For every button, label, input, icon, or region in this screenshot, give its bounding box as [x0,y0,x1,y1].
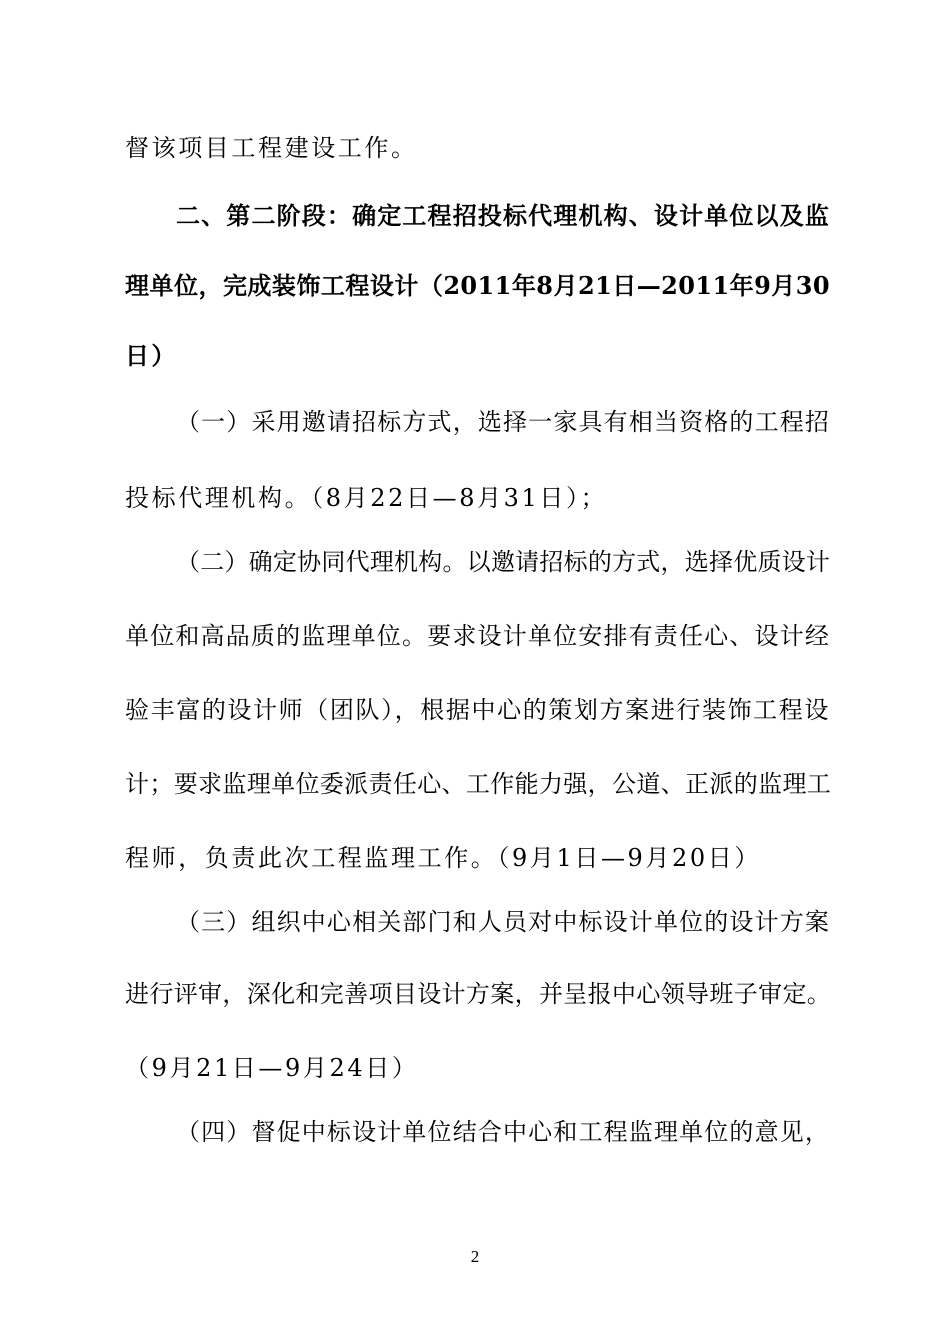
item-3-line-2: 进行评审，深化和完善项目设计方案，并呈报中心领导班子审定。 [125,980,832,1008]
item-1-line-2: 投标代理机构。（8月22日—8月31日）； [125,484,608,512]
item-3-line-3: （9月21日—9月24日） [125,1054,419,1082]
item-2-line-1: （二）确定协同代理机构。以邀请招标的方式，选择优质设计 [176,548,830,576]
section-heading-line-2: 理单位，完成装饰工程设计（2011年8月21日—2011年9月30 [125,271,830,300]
page-number: 2 [470,1247,480,1266]
item-1-line-1: （一）采用邀请招标方式，选择一家具有相当资格的工程招 [176,408,830,436]
section-heading-line-3: 日） [125,341,178,370]
item-2-line-4: 计；要求监理单位委派责任心、工作能力强，公道、正派的监理工 [125,770,832,798]
item-2-line-5: 程师，负责此次工程监理工作。（9月1日—9月20日） [125,844,761,872]
body-text-line: 督该项目工程建设工作。 [125,134,418,162]
item-2-line-3: 验丰富的设计师（团队），根据中心的策划方案进行装饰工程设 [125,696,830,724]
item-4-line-1: （四）督促中标设计单位结合中心和工程监理单位的意见， [176,1118,830,1146]
section-heading-line-1: 二、第二阶段：确定工程招投标代理机构、设计单位以及监 [176,201,830,230]
item-3-line-1: （三）组织中心相关部门和人员对中标设计单位的设计方案 [176,908,830,936]
item-2-line-2: 单位和高品质的监理单位。要求设计单位安排有责任心、设计经 [125,622,830,650]
